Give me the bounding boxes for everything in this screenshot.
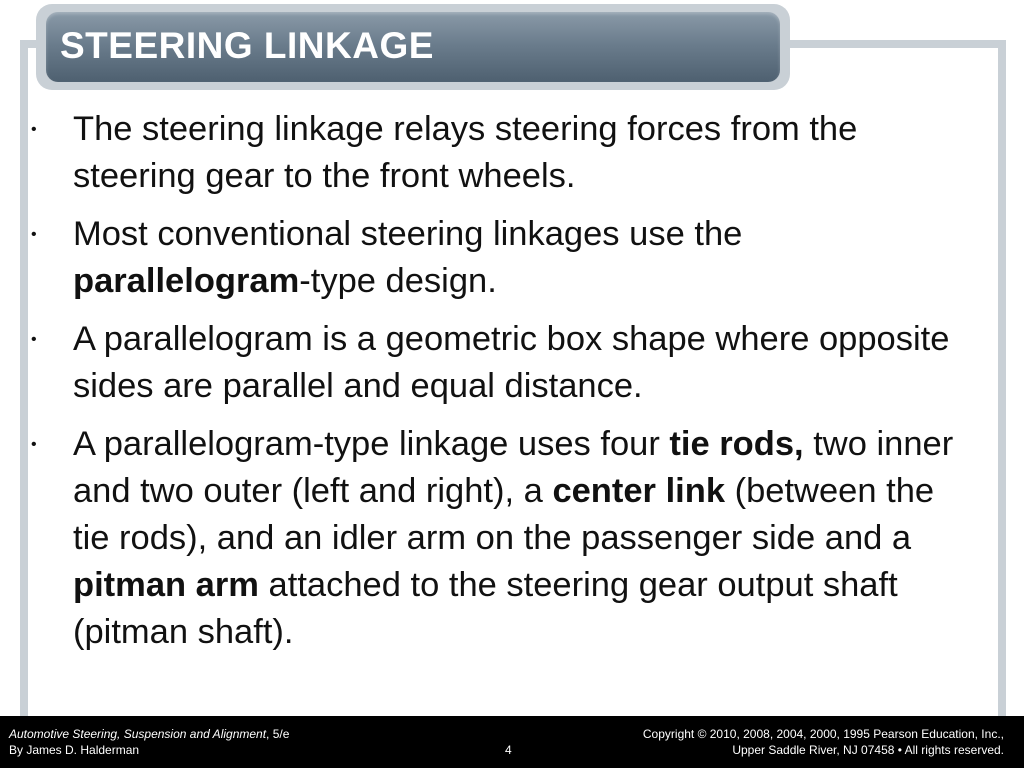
footer-book-title: Automotive Steering, Suspension and Alignment [9,727,267,741]
bullet-item [28,106,978,200]
footer-copyright [643,726,1004,758]
page-number: 4 [505,743,512,757]
copyright-line-2: Upper Saddle River, NJ 07458 • All rights reserved. [732,743,1004,757]
bullet-text: Most conventional steering linkages use the [73,215,743,253]
footer [0,716,1024,768]
bullet-text: A parallelogram-type linkage uses four [73,425,670,463]
footer-author: By James D. Halderman [9,743,140,757]
bullet-text: A parallelogram is a geometric box shape where opposite sides are parallel and equal distance. [73,320,950,405]
bullet-dot-icon: • [31,226,37,243]
bullet-text: (between the tie rods), and an idler arm on the passenger side and a [73,472,935,557]
footer-edition: , 5/e [266,727,290,741]
bullet-list [28,106,978,667]
copyright-line-1: Copyright © 2010, 2008, 2004, 2000, 1995 Pearson Education, Inc., [642,727,1004,741]
bullet-item [28,211,978,305]
bullet-text: The steering linkage relays steering forces from the steering gear to the front wheels. [73,110,858,195]
bullet-text: -type design. [299,262,497,300]
bullet-bold-term: tie rods, [669,425,804,463]
bullet-dot-icon: • [31,331,37,348]
bullet-bold-term: pitman arm [73,566,259,604]
bullet-item [28,316,978,410]
bullet-bold-term: parallelogram [73,262,300,300]
footer-book-info [9,726,289,758]
bullet-bold-term: center link [552,472,726,510]
bullet-text: attached to the steering gear output shaft (pitman shaft). [73,566,898,651]
slide-title: STEERING LINKAGE [60,25,434,66]
bullet-text: two inner and two outer (left and right), a [73,425,954,510]
bullet-item [28,421,978,656]
bullet-dot-icon: • [31,436,37,453]
bullet-dot-icon: • [31,121,37,138]
